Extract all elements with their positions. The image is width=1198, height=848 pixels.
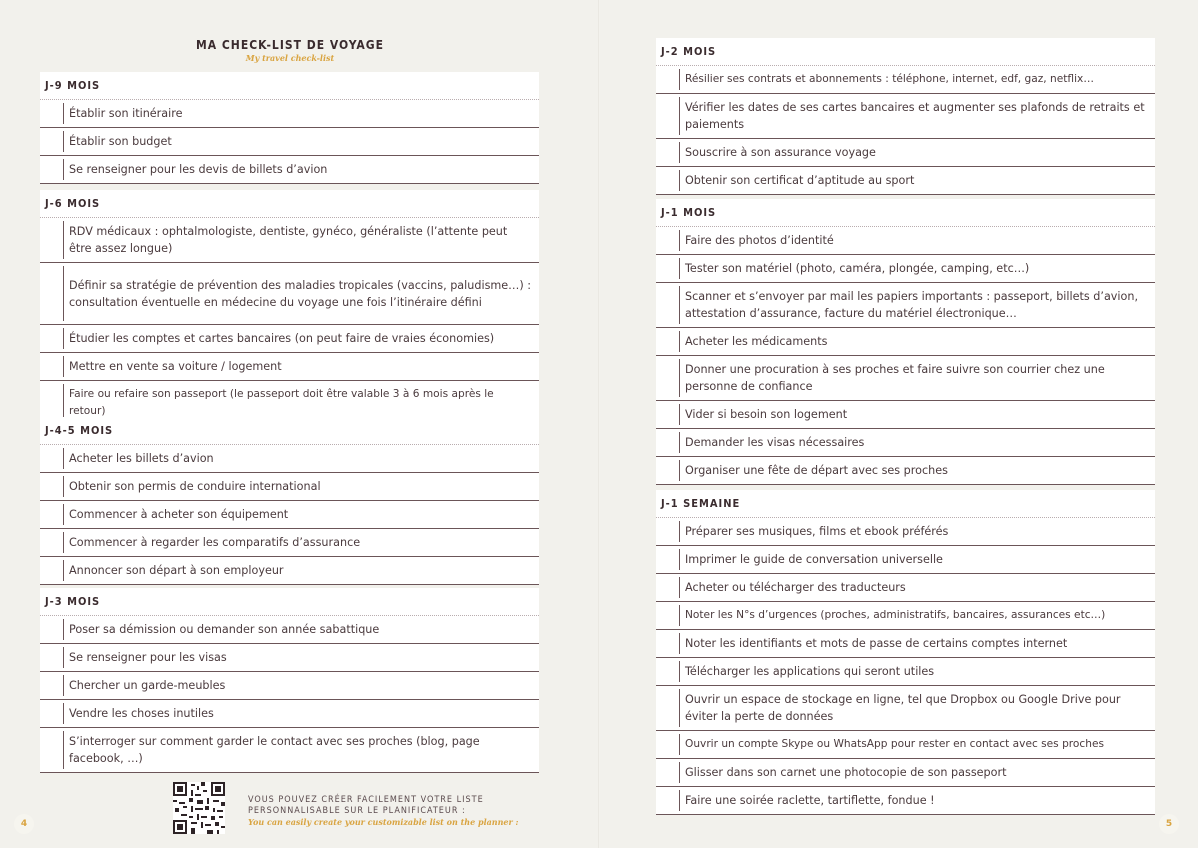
section-j2: [656, 38, 1155, 195]
checkbox[interactable]: [656, 404, 680, 425]
checkbox[interactable]: [40, 560, 64, 581]
section-j9: [40, 72, 539, 184]
item-label: Vider si besoin son logement: [685, 408, 848, 421]
item-label: Obtenir son certificat d’aptitude au sport: [685, 174, 915, 187]
checklist-item: [656, 759, 1155, 787]
item-label: Acheter les billets d’avion: [69, 452, 214, 465]
checklist-item: [656, 546, 1155, 574]
section-heading: J-2 MOIS: [656, 38, 1155, 66]
checkbox[interactable]: [40, 703, 64, 724]
item-label: Imprimer le guide de conversation universelle: [685, 553, 943, 566]
item-label: S’interroger sur comment garder le contact avec ses proches (blog, page facebook, …): [69, 735, 480, 765]
section-j1-mois: [656, 199, 1155, 485]
section-j1-semaine: [656, 490, 1155, 815]
checklist-item: [656, 658, 1155, 686]
section-heading: J-1 SEMAINE: [656, 490, 1155, 518]
checklist-item: [40, 325, 539, 353]
checkbox[interactable]: [656, 170, 680, 191]
checkbox[interactable]: [656, 734, 680, 755]
checklist-item: [656, 328, 1155, 356]
checklist-item: [40, 557, 539, 585]
checklist-item: [656, 283, 1155, 328]
checklist-item: [40, 616, 539, 644]
checkbox[interactable]: [656, 790, 680, 811]
checklist-item: [656, 401, 1155, 429]
checkbox[interactable]: [40, 328, 64, 349]
page-number: 4: [14, 814, 34, 834]
checklist-item: [656, 94, 1155, 139]
item-label: Glisser dans son carnet une photocopie de son passeport: [685, 766, 1007, 779]
planner-promo: [248, 795, 568, 827]
section-heading: J-6 MOIS: [40, 190, 539, 218]
item-label: RDV médicaux : ophtalmologiste, dentiste, gynéco, généraliste (l’attente peut être assez longue): [69, 225, 508, 255]
item-label: Mettre en vente sa voiture / logement: [69, 360, 282, 373]
checkbox[interactable]: [40, 448, 64, 469]
item-label: Annoncer son départ à son employeur: [69, 564, 284, 577]
checkbox[interactable]: [40, 103, 64, 124]
item-label: Faire des photos d’identité: [685, 234, 834, 247]
item-label: Commencer à regarder les comparatifs d’assurance: [69, 536, 361, 549]
checklist-item: [656, 731, 1155, 759]
checkbox[interactable]: [40, 619, 64, 640]
checkbox[interactable]: [656, 230, 680, 251]
item-label: Ouvrir un espace de stockage en ligne, tel que Dropbox ou Google Drive pour éviter la perte de données: [685, 693, 1121, 723]
promo-line-1: VOUS POUVEZ CRÉER FACILEMENT VOTRE LISTE: [248, 795, 484, 805]
checkbox[interactable]: [656, 97, 680, 135]
item-label: Donner une procuration à ses proches et faire suivre son courrier chez une personne de confiance: [685, 363, 1105, 393]
checkbox[interactable]: [656, 286, 680, 324]
checkbox[interactable]: [40, 221, 64, 259]
checkbox[interactable]: [656, 605, 680, 626]
section-heading: J-3 MOIS: [40, 588, 539, 616]
checkbox[interactable]: [656, 331, 680, 352]
checkbox[interactable]: [656, 689, 680, 727]
item-label: Tester son matériel (photo, caméra, plongée, camping, etc…): [685, 262, 1030, 275]
section-heading: J-1 MOIS: [656, 199, 1155, 227]
checklist-item: [40, 644, 539, 672]
checkbox[interactable]: [656, 142, 680, 163]
checklist-item: [40, 128, 539, 156]
checklist-item: [40, 529, 539, 557]
checkbox[interactable]: [656, 432, 680, 453]
page-title: [40, 38, 540, 63]
checkbox[interactable]: [40, 504, 64, 525]
checkbox[interactable]: [656, 577, 680, 598]
item-label: Étudier les comptes et cartes bancaires (on peut faire de vraies économies): [69, 332, 495, 345]
checklist-item: [656, 518, 1155, 546]
checklist-item: [656, 356, 1155, 401]
item-label: Vérifier les dates de ses cartes bancaires et augmenter ses plafonds de retraits et paiements: [685, 101, 1145, 131]
item-label: Vendre les choses inutiles: [69, 707, 214, 720]
section-j6: [40, 190, 539, 426]
item-label: Scanner et s’envoyer par mail les papiers importants : passeport, billets d’avion, attestation d’assurance, facture du matériel électronique…: [685, 290, 1139, 320]
checkbox[interactable]: [40, 266, 64, 321]
item-label: Acheter ou télécharger des traducteurs: [685, 581, 906, 594]
checklist-item: [656, 630, 1155, 658]
checklist-item: [656, 227, 1155, 255]
item-label: Noter les N°s d’urgences (proches, administratifs, bancaires, assurances etc…): [685, 609, 1106, 621]
checklist-item: [656, 255, 1155, 283]
checklist-item: [656, 139, 1155, 167]
promo-line-2: PERSONNALISABLE SUR LE PLANIFICATEUR :: [248, 806, 466, 816]
checkbox[interactable]: [40, 731, 64, 769]
checklist-item: [40, 700, 539, 728]
item-label: Résilier ses contrats et abonnements : téléphone, internet, edf, gaz, netflix…: [685, 73, 1094, 85]
checklist-item: [40, 501, 539, 529]
checklist-item: [656, 429, 1155, 457]
checkbox[interactable]: [656, 549, 680, 570]
qr-code-icon[interactable]: [173, 782, 225, 834]
item-label: Faire une soirée raclette, tartiflette, fondue !: [685, 794, 935, 807]
item-label: Télécharger les applications qui seront utiles: [685, 665, 935, 678]
section-heading: J-4-5 MOIS: [40, 417, 539, 445]
checklist-item: [40, 672, 539, 700]
item-label: Faire ou refaire son passeport (le passeport doit être valable 3 à 6 mois après le retour): [69, 388, 494, 417]
checklist-subtitle: My travel check-list: [245, 53, 335, 63]
item-label: Établir son budget: [69, 135, 172, 148]
checkbox[interactable]: [656, 521, 680, 542]
checklist-item: [656, 66, 1155, 94]
right-page: [599, 0, 1198, 848]
item-label: Préparer ses musiques, films et ebook préférés: [685, 525, 949, 538]
item-label: Poser sa démission ou demander son année sabattique: [69, 623, 380, 636]
checkbox[interactable]: [656, 359, 680, 397]
section-j3: [40, 588, 539, 773]
checkbox[interactable]: [656, 633, 680, 654]
checklist-item: [40, 445, 539, 473]
item-label: Demander les visas nécessaires: [685, 436, 865, 449]
section-j45: [40, 417, 539, 585]
section-heading: J-9 MOIS: [40, 72, 539, 100]
checkbox[interactable]: [40, 356, 64, 377]
checklist-item: [656, 686, 1155, 731]
checkbox[interactable]: [40, 532, 64, 553]
checklist-item: [40, 473, 539, 501]
item-label: Commencer à acheter son équipement: [69, 508, 289, 521]
checklist-item: [40, 353, 539, 381]
checkbox[interactable]: [40, 131, 64, 152]
page-number: 5: [1159, 814, 1179, 834]
checklist-item: [40, 263, 539, 325]
item-label: Se renseigner pour les visas: [69, 651, 227, 664]
checkbox[interactable]: [656, 762, 680, 783]
checklist-item: [656, 574, 1155, 602]
checkbox[interactable]: [656, 661, 680, 682]
checklist-item: [656, 602, 1155, 630]
item-label: Obtenir son permis de conduire international: [69, 480, 321, 493]
checkbox[interactable]: [40, 159, 64, 180]
checklist-item: [656, 787, 1155, 815]
checklist-item: [40, 218, 539, 263]
checklist-item: [40, 156, 539, 184]
checklist-item: [656, 457, 1155, 485]
item-label: Se renseigner pour les devis de billets d’avion: [69, 163, 328, 176]
item-label: Chercher un garde-meubles: [69, 679, 226, 692]
checklist-item: [40, 100, 539, 128]
item-label: Organiser une fête de départ avec ses proches: [685, 464, 948, 477]
checklist-title: MA CHECK-LIST DE VOYAGE: [196, 38, 384, 52]
item-label: Noter les identifiants et mots de passe de certains comptes internet: [685, 637, 1068, 650]
item-label: Acheter les médicaments: [685, 335, 828, 348]
checkbox[interactable]: [40, 476, 64, 497]
item-label: Souscrire à son assurance voyage: [685, 146, 876, 159]
checklist-item: [40, 728, 539, 773]
item-label: Définir sa stratégie de prévention des maladies tropicales (vaccins, paludisme…) : consultation éventuelle en médecine du voyage une fois l’itinéraire défini: [69, 278, 532, 309]
item-label: Ouvrir un compte Skype ou WhatsApp pour rester en contact avec ses proches: [685, 738, 1104, 750]
checkbox[interactable]: [40, 647, 64, 668]
checkbox[interactable]: [656, 69, 680, 90]
item-label: Établir son itinéraire: [69, 107, 183, 120]
checkbox[interactable]: [40, 675, 64, 696]
checkbox[interactable]: [656, 460, 680, 481]
promo-english: You can easily create your customizable list on the planner :: [248, 817, 519, 827]
checkbox[interactable]: [656, 258, 680, 279]
checklist-item: [656, 167, 1155, 195]
